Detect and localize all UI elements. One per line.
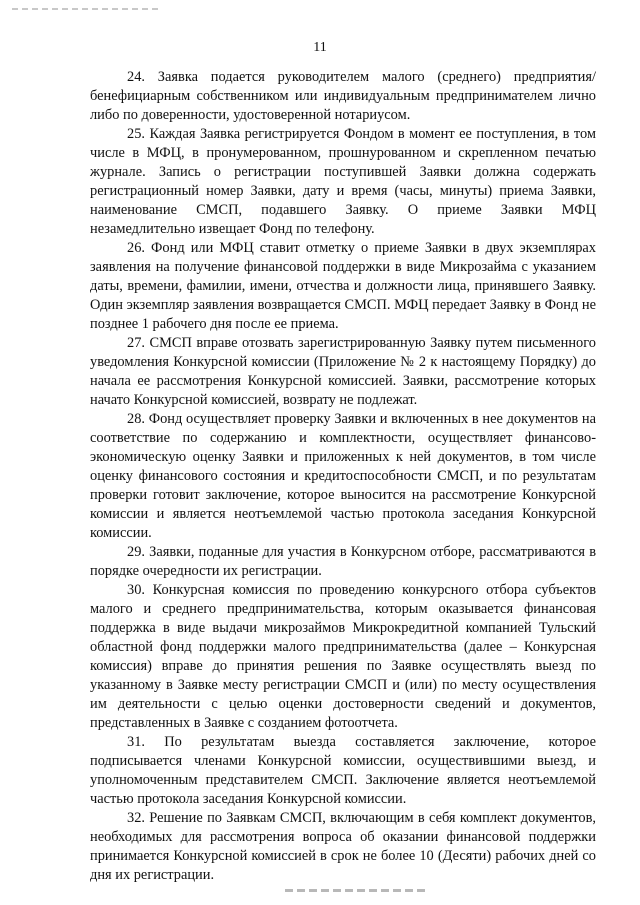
page-number: 11 [313, 40, 327, 55]
paragraph-30: 30. Конкурсная комиссия по проведению конкурсного отбора субъектов малого и среднего предпринимательства, которым оказывается финансовая поддержка в виде выдачи микрозаймов Микрокредитной компанией Тульский областной фонд поддержки малого предпринимательства (далее – Конкурсная комиссия) вправе до принятия решения по Заявке осуществлять выезд по указанному в Заявке месту регистрации СМСП и (или) по месту осуществления им деятельности с целью оценки достоверности сведений и документов, представленных в Заявке с созданием фотоотчета. [90, 582, 596, 731]
paragraph-28: 28. Фонд осуществляет проверку Заявки и включенных в нее документов на соответствие по содержанию и комплектности, осуществляет финансово-экономическую оценку Заявки и приложенных к ней документов, в том числе оценку финансового состояния и кредитоспособности СМСП, и по результатам проверки готовит заключение, которое выносится на рассмотрение Конкурсной комиссии и является неотъемлемой частью протокола заседания Конкурсной комиссии. [90, 411, 596, 541]
scan-artifact-bottom [285, 889, 425, 892]
paragraph-25: 25. Каждая Заявка регистрируется Фондом в момент ее поступления, в том числе в МФЦ, в пронумерованном, прошнурованном и скрепленном печатью журнале. Запись о регистрации поступившей Заявки должна содержать регистрационный номер Заявки, дату и время (часы, минуты) приема Заявки, наименование СМСП, подавшего Заявку. О приеме Заявки МФЦ незамедлительно извещает Фонд по телефону. [90, 126, 596, 237]
scan-artifact-top [12, 8, 162, 10]
paragraph-26: 26. Фонд или МФЦ ставит отметку о приеме Заявки в двух экземплярах заявления на получение финансовой поддержки в виде Микрозайма с указанием даты, времени, фамилии, имени, отчества и должности лица, принявшего Заявку. Один экземпляр заявления возвращается СМСП. МФЦ передает Заявку в Фонд не позднее 1 рабочего дня после ее приема. [90, 240, 596, 332]
document-body [90, 68, 596, 885]
paragraph-31: 31. По результатам выезда составляется заключение, которое подписывается членами Конкурсной комиссии, осуществившими выезд, и уполномоченным представителем СМСП. Заключение является неотъемлемой частью протокола заседания Конкурсной комиссии. [90, 734, 596, 807]
paragraph-27: 27. СМСП вправе отозвать зарегистрированную Заявку путем письменного уведомления Конкурсной комиссии (Приложение № 2 к настоящему Порядку) до начала ее рассмотрения Конкурсной комиссией. Заявки, рассмотрение которых начато Конкурсной комиссией, возврату не подлежат. [90, 335, 596, 408]
paragraph-32: 32. Решение по Заявкам СМСП, включающим в себя комплект документов, необходимых для рассмотрения вопроса об оказании финансовой поддержки принимается Конкурсной комиссией в срок не более 10 (Десяти) рабочих дней со дня их регистрации. [90, 810, 596, 883]
paragraph-29: 29. Заявки, поданные для участия в Конкурсном отборе, рассматриваются в порядке очередности их регистрации. [90, 544, 596, 579]
paragraph-24: 24. Заявка подается руководителем малого (среднего) предприятия/бенефициарным собственником или индивидуальным предпринимателем лично либо по доверенности, удостоверенной нотариусом. [90, 69, 596, 123]
